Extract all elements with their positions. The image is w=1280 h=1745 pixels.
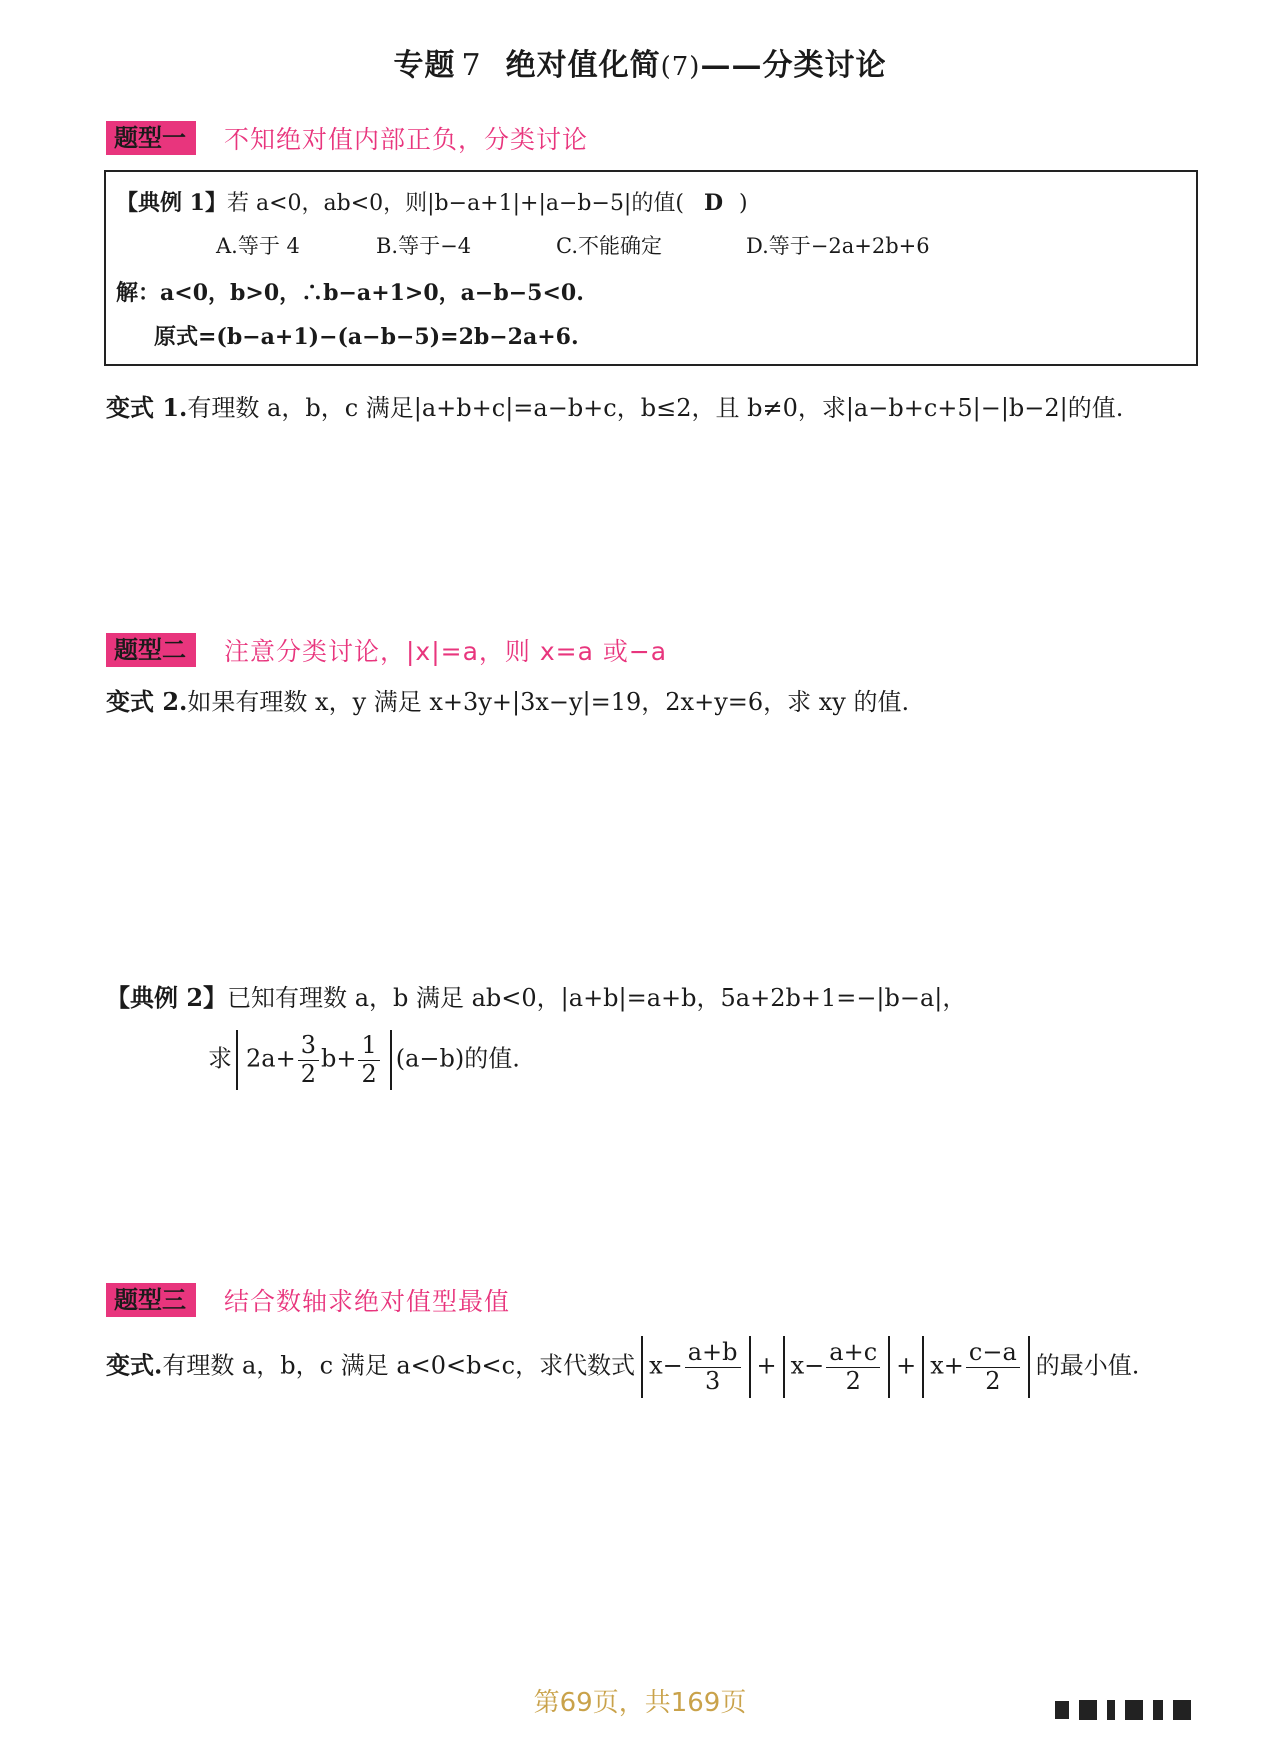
variant-3-label: 变式. [106, 1350, 163, 1380]
option-c: C.不能确定 [556, 234, 662, 258]
page-title [0, 40, 1280, 84]
example-2-abs-group: 2a+ $\frac{3}{2}$ b+ $\frac{1}{2}$ [236, 1030, 392, 1090]
solution-line-1: 解：a<0，b>0，∴b−a+1>0，a−b−5<0. [116, 280, 584, 306]
option-a: A.等于 4 [216, 234, 300, 258]
topic-sub: ——分类讨论 [700, 48, 887, 83]
fraction-1-2: $\frac{1}{2}$ [358, 1032, 379, 1088]
example-1-question: 【典例 1】若 a<0，ab<0，则|b−a+1|+|a−b−5|的值( D ) [116, 190, 748, 216]
example-1-box [104, 170, 1198, 366]
topic-name: 绝对值化简 [505, 48, 661, 83]
variant-2 [106, 682, 909, 717]
section-3-title: 结合数轴求绝对值型最值 [224, 1287, 511, 1316]
section-1-tag: 题型一 [106, 121, 196, 155]
variant-1 [106, 388, 1123, 423]
topic-label: 专题 [393, 48, 456, 83]
example-1-answer: D [703, 190, 724, 216]
section-2-tag: 题型二 [106, 633, 196, 667]
option-b: B.等于−4 [376, 234, 472, 258]
section-3-tag: 题型三 [106, 1283, 196, 1317]
variant-2-text: 如果有理数 x，y 满足 x+3y+|3x−y|=19，2x+y=6，求 xy 的值. [187, 688, 910, 716]
variant-1-text: 有理数 a，b，c 满足|a+b+c|=a−b+c，b≤2，且 b≠0，求|a−b+c+5|−|b−2|的值. [187, 394, 1124, 422]
section-1-header [106, 120, 588, 156]
variant-1-label: 变式 1. [106, 393, 188, 422]
topic-number: 7 [461, 48, 482, 83]
option-d: D.等于−2a+2b+6 [746, 234, 930, 258]
variant-2-label: 变式 2. [106, 687, 188, 716]
footer-decoration [1055, 1700, 1191, 1720]
variant-3: 变式.有理数 a，b，c 满足 a<0<b<c，求代数式 x− $\frac{a+b}{3}$ + x− $\frac{a+c}{2}$ + x+ $\frac{c-a}{2}$ 的最小值. [106, 1336, 1139, 1398]
section-2-title: 注意分类讨论，|x|=a，则 x=a 或−a [224, 637, 668, 666]
section-2-header [106, 632, 667, 668]
example-2 [106, 978, 966, 1013]
topic-part: (7) [660, 52, 701, 82]
page-footer: 第69页，共169页 [533, 1688, 747, 1718]
fraction-3-2: $\frac{3}{2}$ [298, 1032, 319, 1088]
example-2-label: 【典例 2】 [106, 983, 228, 1012]
section-1-title: 不知绝对值内部正负，分类讨论 [224, 125, 589, 154]
solution-line-2: 原式=(b−a+1)−(a−b−5)=2b−2a+6. [154, 324, 579, 350]
example-2-expression: 求 2a+ $\frac{3}{2}$ b+ $\frac{1}{2}$ (a−b)的值. [208, 1030, 520, 1090]
example-2-text: 已知有理数 a，b 满足 ab<0，|a+b|=a+b，5a+2b+1=−|b−a|， [227, 984, 967, 1012]
section-3-header [106, 1282, 510, 1318]
